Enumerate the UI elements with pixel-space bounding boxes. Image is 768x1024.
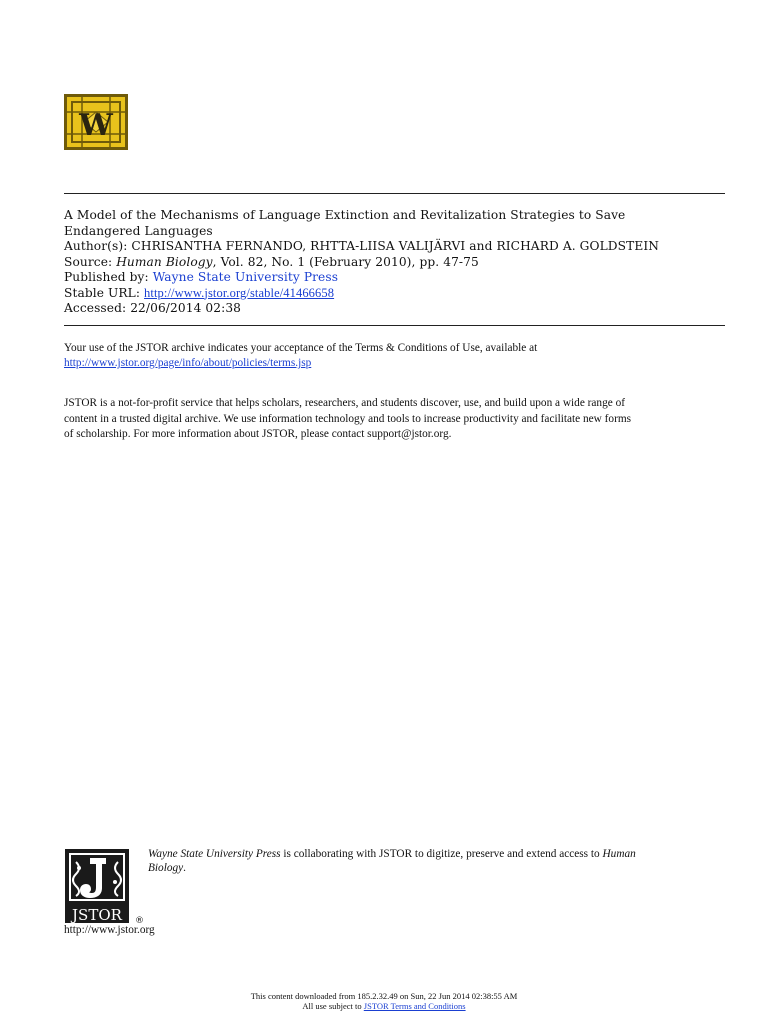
terms-notice <box>64 341 729 371</box>
authors-label: Author(s): <box>64 239 128 253</box>
article-metadata <box>64 208 725 317</box>
accessed-date: 22/06/2014 02:38 <box>130 301 242 315</box>
stable-url-line <box>64 286 725 302</box>
authors: CHRISANTHA FERNANDO, RHTTA-LIISA VALIJÄRVI and RICHARD A. GOLDSTEIN <box>131 239 660 253</box>
about-line-2: content in a trusted digital archive. We use information technology and tools to increase productivity and facilitate new forms <box>64 412 632 425</box>
registered-mark: ® <box>135 916 144 926</box>
about-line-1: JSTOR is a not-for-profit service that helps scholars, researchers, and students discover, use, and build upon a wide range of <box>64 397 625 409</box>
collab-journal-part2: Biology <box>148 861 184 874</box>
accessed-label: Accessed: <box>64 301 127 315</box>
source-line <box>64 255 725 271</box>
bottom-divider <box>64 325 725 326</box>
article-title-line-2: Endangered Languages <box>64 223 213 238</box>
jstor-logo <box>64 848 148 926</box>
jstor-logo-text: JSTOR <box>72 906 122 924</box>
collab-publisher: Wayne State University Press <box>148 848 281 860</box>
jstor-about <box>64 396 729 443</box>
collab-text: is collaborating with JSTOR to digitize, preserve and extend access to <box>280 848 603 860</box>
published-line <box>64 270 725 286</box>
terms-text: Your use of the JSTOR archive indicates your acceptance of the Terms & Conditions of Use, available at <box>64 342 538 354</box>
wayne-state-logo-letter: W <box>79 108 113 143</box>
source-journal: Human Biology <box>116 254 213 269</box>
source-label: Source: <box>64 254 113 269</box>
footer-download-info: This content downloaded from 185.2.32.49 on Sun, 22 Jun 2014 02:38:55 AM <box>250 991 518 1001</box>
stable-url-link[interactable]: http://www.jstor.org/stable/41466658 <box>144 285 335 300</box>
terms-link[interactable]: http://www.jstor.org/page/info/about/policies/terms.jsp <box>64 357 312 369</box>
publisher-link[interactable]: Wayne State University Press <box>152 270 339 284</box>
collaboration-notice <box>148 848 728 875</box>
collab-end: . <box>183 861 186 874</box>
published-label: Published by: <box>64 270 149 284</box>
source-details: , Vol. 82, No. 1 (February 2010), pp. 47-75 <box>212 254 479 269</box>
top-divider <box>64 193 725 194</box>
about-line-3: of scholarship. For more information about JSTOR, please contact support@jstor.org. <box>64 428 452 440</box>
footer-terms-prefix: All use subject to <box>302 1001 364 1011</box>
collab-journal-part1: Human <box>602 848 636 860</box>
stable-url-label: Stable URL: <box>64 285 141 300</box>
footer-terms-line <box>0 1001 768 1011</box>
wayne-state-logo <box>64 94 128 150</box>
authors-line <box>64 239 725 255</box>
jstor-homepage-url[interactable]: http://www.jstor.org <box>64 924 155 936</box>
accessed-line <box>64 301 725 317</box>
article-title-line-1: A Model of the Mechanisms of Language Extinction and Revitalization Strategies to Save <box>64 208 626 222</box>
footer-terms-link[interactable]: JSTOR Terms and Conditions <box>363 1001 466 1011</box>
download-footer <box>0 991 768 1011</box>
